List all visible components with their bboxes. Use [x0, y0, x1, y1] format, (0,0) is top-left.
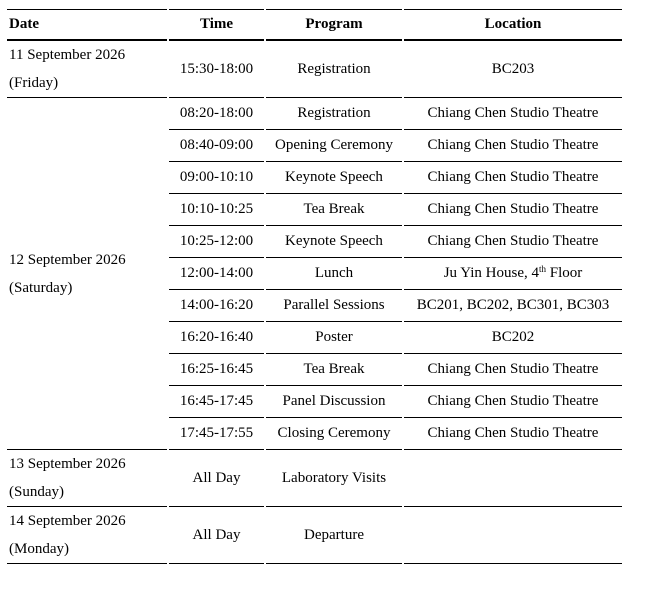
time-cell: 08:40-09:00	[169, 130, 264, 162]
location-text-end: Floor	[546, 265, 583, 281]
time-cell: 16:25-16:45	[169, 354, 264, 386]
header-date: Date	[7, 9, 167, 41]
schedule-table	[5, 9, 624, 564]
date-cell	[7, 98, 167, 450]
location-cell	[404, 450, 622, 507]
date-text: 13 September 2026	[9, 456, 126, 472]
program-cell: Departure	[266, 507, 402, 564]
header-time: Time	[169, 9, 264, 41]
location-cell: BC201, BC202, BC301, BC303	[404, 290, 622, 322]
date-cell	[7, 507, 167, 564]
location-cell: Chiang Chen Studio Theatre	[404, 386, 622, 418]
table-row	[7, 41, 622, 98]
time-cell: 15:30-18:00	[169, 41, 264, 98]
time-cell: 14:00-16:20	[169, 290, 264, 322]
header-program: Program	[266, 9, 402, 41]
program-cell: Tea Break	[266, 194, 402, 226]
date-text: 12 September 2026	[9, 251, 126, 268]
program-cell: Poster	[266, 322, 402, 354]
location-cell: Chiang Chen Studio Theatre	[404, 98, 622, 130]
time-cell: 12:00-14:00	[169, 258, 264, 290]
time-cell: 10:25-12:00	[169, 226, 264, 258]
program-cell: Keynote Speech	[266, 226, 402, 258]
time-cell: All Day	[169, 507, 264, 564]
time-cell: 16:45-17:45	[169, 386, 264, 418]
program-cell: Closing Ceremony	[266, 418, 402, 450]
program-cell: Parallel Sessions	[266, 290, 402, 322]
location-cell: Chiang Chen Studio Theatre	[404, 418, 622, 450]
program-cell: Opening Ceremony	[266, 130, 402, 162]
time-cell: 10:10-10:25	[169, 194, 264, 226]
location-cell: Chiang Chen Studio Theatre	[404, 194, 622, 226]
location-cell: Chiang Chen Studio Theatre	[404, 130, 622, 162]
location-cell: Chiang Chen Studio Theatre	[404, 354, 622, 386]
weekday-text: (Friday)	[9, 75, 59, 91]
header-location: Location	[404, 9, 622, 41]
location-cell: Chiang Chen Studio Theatre	[404, 226, 622, 258]
location-cell: BC202	[404, 322, 622, 354]
table-row	[7, 98, 622, 130]
location-text: Ju Yin House, 4	[443, 265, 539, 281]
weekday-text: (Sunday)	[9, 484, 64, 500]
time-cell: 16:20-16:40	[169, 322, 264, 354]
weekday-text: (Saturday)	[9, 279, 73, 296]
date-cell	[7, 450, 167, 507]
table-row	[7, 450, 622, 507]
program-cell: Lunch	[266, 258, 402, 290]
ordinal-suffix: th	[539, 264, 547, 274]
time-cell: 17:45-17:55	[169, 418, 264, 450]
header-row	[7, 9, 622, 41]
location-cell	[404, 258, 622, 290]
date-text: 14 September 2026	[9, 513, 126, 529]
date-cell	[7, 41, 167, 98]
table-row	[7, 507, 622, 564]
location-cell: Chiang Chen Studio Theatre	[404, 162, 622, 194]
location-cell: BC203	[404, 41, 622, 98]
location-cell	[404, 507, 622, 564]
program-cell: Panel Discussion	[266, 386, 402, 418]
program-cell: Tea Break	[266, 354, 402, 386]
program-cell: Keynote Speech	[266, 162, 402, 194]
weekday-text: (Monday)	[9, 541, 69, 557]
program-cell: Registration	[266, 98, 402, 130]
time-cell: 09:00-10:10	[169, 162, 264, 194]
time-cell: 08:20-18:00	[169, 98, 264, 130]
program-cell: Registration	[266, 41, 402, 98]
program-cell: Laboratory Visits	[266, 450, 402, 507]
date-text: 11 September 2026	[9, 47, 126, 63]
time-cell: All Day	[169, 450, 264, 507]
